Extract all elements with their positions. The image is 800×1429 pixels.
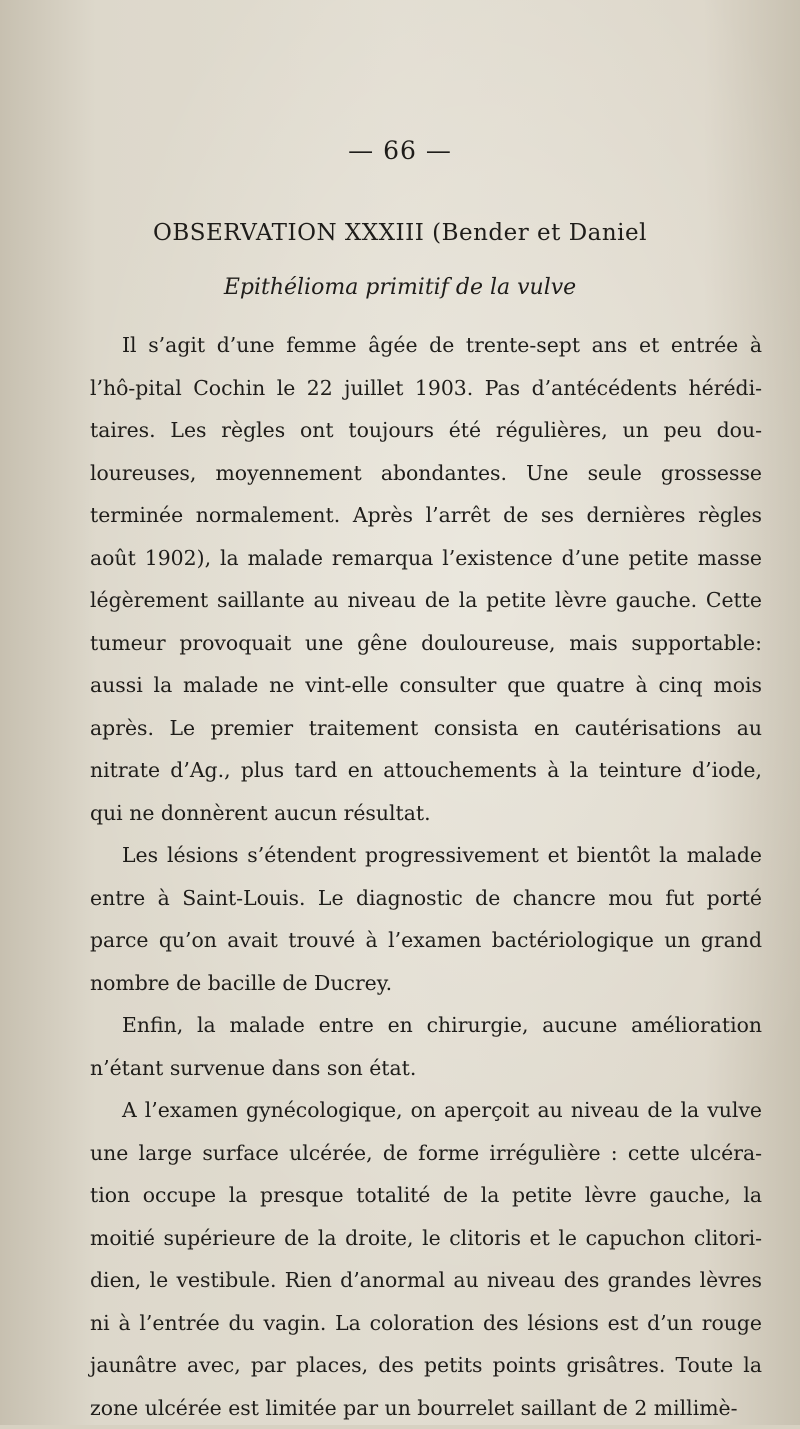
observation-title: OBSERVATION XXXIII (Bender et Daniel (152, 220, 647, 246)
paragraph-progression: Les lésions s’étendent progressivement et bientôt la malade entre à Saint-Louis. Le diagnostic de chancre mou fut porté parce qu’on avait trouvé à l’examen bactériologique un grand nombre de bacille de Ducrey. (90, 843, 762, 995)
paragraph-case-history: Il s’agit d’une femme âgée de trente-sept ans et entrée à l’hô-pital Cochin le 22 juillet 1903. Pas d’antécédents hérédi-taires. Les règles ont toujours été régulières, un peu dou-loureuses, moyennement abondantes. Une seule grossesse terminée normalement. Après l’arrêt de ses dernières règles août 1902), la malade remarqua l’existence d’une petite masse légèrement saillante au niveau de la petite lèvre gauche. Cette tumeur provoquait une gêne douloureuse, mais supportable: aussi la malade ne vint-elle consulter que quatre à cinq mois après. Le premier traitement consista en cautérisations au nitrate d’Ag., plus tard en attouchements à la teinture d’iode, qui ne donnèrent aucun résultat. (90, 333, 762, 825)
paragraph-examination: A l’examen gynécologique, on aperçoit au niveau de la vulve une large surface ulcérée, de forme irrégulière : cette ulcéra-tion occupe la presque totalité de la petite lèvre gauche, la moitié supérieure de la droite, le clitoris et le capuchon clitori-dien, le vestibule. Rien d’anormal au niveau des grandes lèvres ni à l’entrée du vagin. La coloration des lésions est d’un rouge jaunâtre avec, par places, des petits points grisâtres. Toute la zone ulcérée est limitée par un bourrelet saillant de 2 millimè- (90, 1098, 762, 1420)
paragraph-surgery: Enfin, la malade entre en chirurgie, aucune amélioration n’étant survenue dans son état. (90, 1013, 762, 1080)
body-text (90, 324, 762, 1429)
page-number: — 66 — (348, 136, 452, 165)
observation-subtitle: Epithélioma primitif de la vulve (223, 275, 577, 300)
